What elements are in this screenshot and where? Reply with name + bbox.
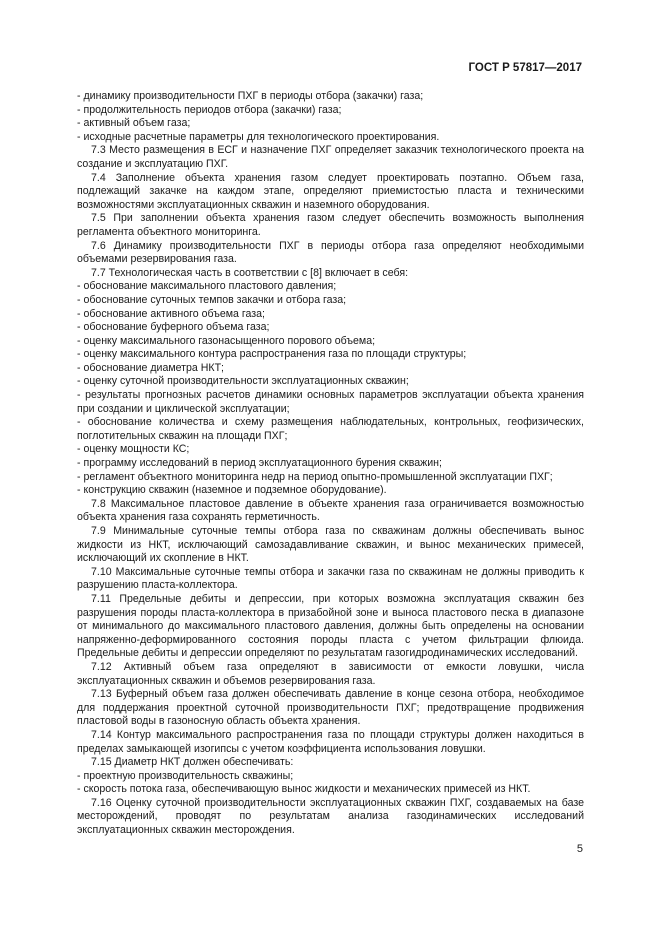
- list-item: - проектную производительность скважины;: [77, 769, 294, 782]
- list-item: - скорость потока газа, обеспечивающую вынос жидкости и механических примесей из НКТ.: [77, 783, 531, 796]
- clause-paragraph: 7.11 Предельные дебиты и депрессии, при которых возможна эксплуатация скважин без разрушения породы пласта-коллектора в призабойной зоне и выноса пластового песка в диапазоне от минимального до максимального пластового давления, должны быть определены на основании напряженно-деформированного состояния породы пласта с учетом фильтрации флюида. Предельные дебиты и депрессии определяют по результатам газогидродинамических исследований.: [77, 592, 584, 660]
- list-item: - активный объем газа;: [77, 117, 191, 130]
- list-item: - регламент объектного мониторинга недр на период опытно-промышленной эксплуатации ПХГ;: [77, 470, 553, 483]
- list-item: - обоснование диаметра НКТ;: [77, 361, 224, 374]
- clause-paragraph: 7.16 Оценку суточной производительности эксплуатационных скважин ПХГ, создаваемых на базе месторождений, проводят по результатам анализа газодинамических исследований эксплуатационных скважин месторождения.: [77, 796, 584, 837]
- document-header: ГОСТ Р 57817—2017: [468, 62, 582, 74]
- clause-paragraph: 7.14 Контур максимального распространения газа по площади структуры должен находиться в пределах замыкающей изогипсы с учетом коэффициента использования ловушки.: [77, 728, 584, 755]
- list-item: - исходные расчетные параметры для технологического проектирования.: [77, 130, 440, 143]
- clause-paragraph: 7.8 Максимальное пластовое давление в объекте хранения газа ограничивается возможностью объекта хранения газа сохранять герметичность.: [77, 497, 584, 524]
- clause-paragraph: 7.13 Буферный объем газа должен обеспечивать давление в конце сезона отбора, необходимое для поддержания проектной суточной производительности ПХГ; предотвращение продвижения пластовой воды в газоносную область объекта хранения.: [77, 688, 584, 728]
- clause-paragraph: 7.4 Заполнение объекта хранения газом следует проектировать поэтапно. Объем газа, подлежащий закачке на каждом этапе, определяют приемистостью пласта и техническими возможностями эксплуатационных скважин и наземного оборудования.: [77, 171, 584, 211]
- list-item: - динамику производительности ПХГ в периоды отбора (закачки) газа;: [77, 90, 424, 102]
- clause-paragraph: 7.7 Технологическая часть в соответствии с [8] включает в себя:: [91, 266, 409, 279]
- list-item: - результаты прогнозных расчетов динамики основных параметров эксплуатации объекта хранения при создании и циклической эксплуатации;: [77, 389, 584, 415]
- page-number: 5: [576, 843, 583, 855]
- list-item: - обоснование максимального пластового давления;: [77, 280, 337, 293]
- list-item: - обоснование суточных темпов закачки и отбора газа;: [77, 293, 347, 306]
- list-item: - программу исследований в период эксплуатационного бурения скважин;: [77, 457, 442, 470]
- clause-paragraph: 7.15 Диаметр НКТ должен обеспечивать:: [91, 756, 294, 769]
- clause-paragraph: 7.10 Максимальные суточные темпы отбора и закачки газа по скважинам не должны приводить к разрушению пласта-коллектора.: [77, 565, 584, 592]
- clause-paragraph: 7.5 При заполнении объекта хранения газом следует обеспечить возможность выполнения регламента объектного мониторинга.: [77, 212, 584, 238]
- list-item: - оценку мощности КС;: [77, 443, 190, 456]
- list-item: - конструкцию скважин (наземное и подземное оборудование).: [77, 484, 387, 497]
- document-body: [77, 90, 584, 838]
- list-item: - обоснование количества и схему размещения наблюдательных, контрольных, геофизических, поглотительных скважин на площади ПХГ;: [77, 416, 584, 442]
- list-item: - оценку суточной производительности эксплуатационных скважин;: [77, 375, 409, 388]
- list-item: - обоснование буферного объема газа;: [77, 321, 270, 334]
- list-item: - продолжительность периодов отбора (закачки) газа;: [77, 103, 342, 116]
- clause-paragraph: 7.6 Динамику производительности ПХГ в периоды отбора газа определяют необходимыми объемами резервирования газа.: [77, 239, 584, 266]
- list-item: - обоснование активного объема газа;: [77, 307, 265, 320]
- clause-paragraph: 7.12 Активный объем газа определяют в зависимости от емкости ловушки, числа эксплуатационных скважин и объемов резервирования газа.: [77, 660, 584, 687]
- list-item: - оценку максимального газонасыщенного порового объема;: [77, 334, 376, 347]
- clause-paragraph: 7.9 Минимальные суточные темпы отбора газа по скважинам должны обеспечивать вынос жидкости из НКТ, исключающий самозадавливание скважин, и вынос механических примесей, исключающий их скопление в НКТ.: [77, 525, 584, 565]
- clause-paragraph: 7.3 Место размещения в ЕСГ и назначение ПХГ определяет заказчик технологического проекта на создание и эксплуатацию ПХГ.: [77, 144, 584, 170]
- list-item: - оценку максимального контура распространения газа по площади структуры;: [77, 348, 467, 361]
